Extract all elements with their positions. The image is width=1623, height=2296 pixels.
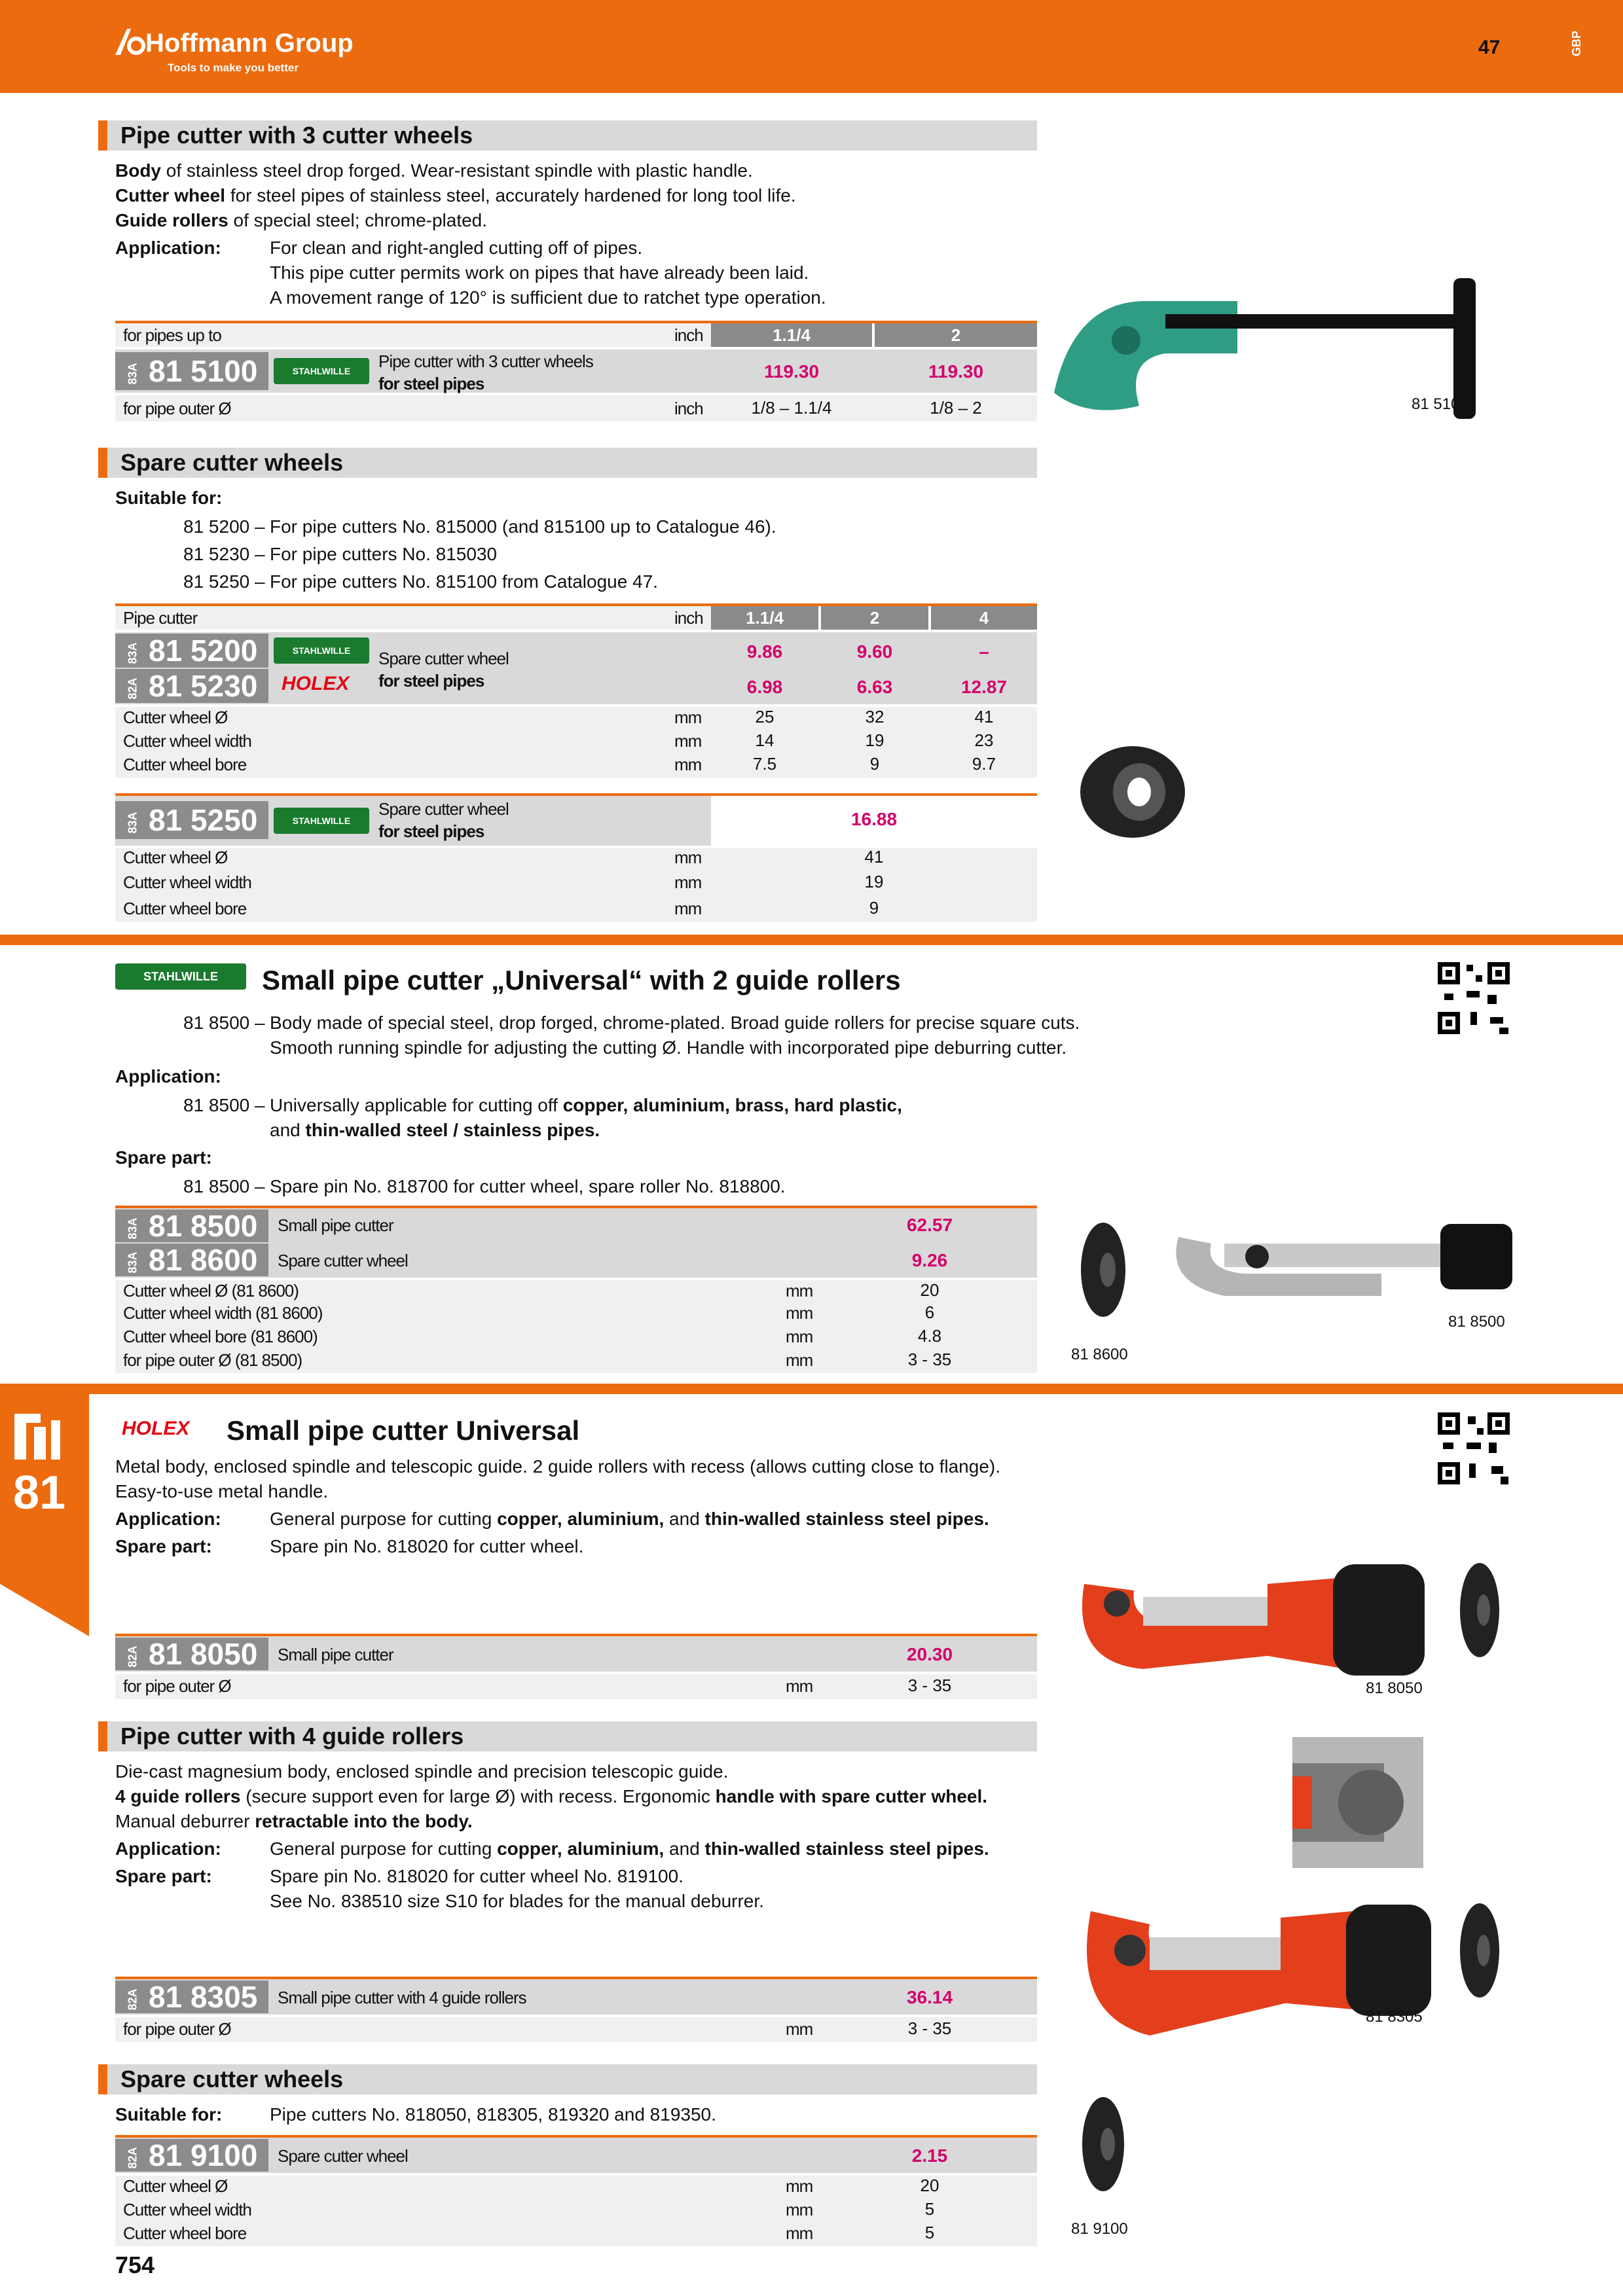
product-desc: Pipe cutter with 3 cutter wheels bbox=[378, 351, 593, 371]
row-label: for pipe outer Ø bbox=[123, 2019, 231, 2039]
row-unit: mm bbox=[674, 731, 702, 751]
table-cell: 41 bbox=[974, 707, 994, 726]
application-line: Universally applicable for cutting off copper, aluminium, brass, hard plastic, bbox=[270, 1095, 902, 1115]
row-label: Cutter wheel Ø bbox=[123, 848, 228, 867]
cutter-wheel-image bbox=[1074, 733, 1192, 851]
stahlwille-logo: STAHLWILLE bbox=[274, 808, 369, 834]
col-header: 2 bbox=[875, 323, 1037, 347]
image-label: 81 8500 bbox=[1448, 1313, 1505, 1331]
spare-part-line: Spare pin No. 818700 for cutter wheel, spare roller No. 818800. bbox=[270, 1176, 786, 1196]
table-cell: 20 bbox=[920, 2176, 939, 2195]
section-title: Pipe cutter with 4 guide rollers bbox=[98, 1721, 1037, 1751]
row-label: Cutter wheel width (81 8600) bbox=[123, 1303, 323, 1323]
row-unit: mm bbox=[786, 2176, 813, 2196]
application-label: Application: bbox=[115, 238, 221, 258]
price: 20.30 bbox=[906, 1644, 953, 1664]
desc-line: Easy-to-use metal handle. bbox=[115, 1481, 329, 1501]
table-row bbox=[115, 606, 711, 630]
price: – bbox=[979, 641, 989, 662]
row-unit: mm bbox=[786, 1350, 813, 1370]
price: 9.60 bbox=[856, 641, 893, 662]
table-cell: 32 bbox=[865, 707, 884, 726]
stahlwille-logo: STAHLWILLE bbox=[274, 637, 369, 664]
row-label: Cutter wheel Ø bbox=[123, 708, 228, 727]
application-line: For clean and right-angled cutting off of pipes. bbox=[270, 238, 643, 258]
article-number: 83A 81 8500 bbox=[115, 1210, 268, 1242]
row-label: for pipe outer Ø bbox=[123, 399, 231, 418]
pipe-cutter-image bbox=[1048, 275, 1545, 425]
article-number: 82A 81 8305 bbox=[115, 1981, 268, 2013]
section-title: Small pipe cutter „Universal“ with 2 guide rollers bbox=[262, 965, 901, 996]
article-number: 83A 81 5250 bbox=[115, 801, 268, 839]
desc-item-no: 81 8500 – bbox=[183, 1176, 265, 1196]
row-label: Cutter wheel bore bbox=[123, 755, 247, 774]
section-divider bbox=[0, 935, 1623, 945]
table-cell: 9 bbox=[869, 754, 880, 774]
product-desc: Small pipe cutter with 4 guide rollers bbox=[278, 1988, 526, 2007]
row-label: Cutter wheel width bbox=[123, 2200, 251, 2219]
spare-part-label: Spare part: bbox=[115, 1866, 212, 1886]
row-unit: mm bbox=[674, 899, 702, 918]
section-title: Small pipe cutter Universal bbox=[227, 1415, 580, 1446]
application-label: Application: bbox=[115, 1839, 221, 1859]
table-cell: 20 bbox=[920, 1280, 939, 1300]
table-cell: 6 bbox=[924, 1302, 935, 1322]
desc-line: Die-cast magnesium body, enclosed spindle and precision telescopic guide. bbox=[115, 1761, 729, 1782]
holex-logo: HOLEX bbox=[122, 1418, 190, 1439]
cutter-wheel-image bbox=[1074, 2092, 1133, 2197]
product-desc: Small pipe cutter bbox=[278, 1215, 393, 1235]
suitable-item: For pipe cutters No. 815000 (and 815100 up to Catalogue 46). bbox=[270, 516, 776, 537]
table-cell: 19 bbox=[864, 872, 884, 891]
suitable-item: Pipe cutters No. 818050, 818305, 819320 and 819350. bbox=[270, 2104, 716, 2125]
table-cell: 9.7 bbox=[972, 754, 996, 774]
price: 6.63 bbox=[856, 677, 893, 697]
desc-line: Smooth running spindle for adjusting the cutting Ø. Handle with incorporated pipe deburring cutter. bbox=[270, 1037, 1067, 1058]
row-label: Cutter wheel Ø (81 8600) bbox=[123, 1281, 299, 1300]
table-cell: 23 bbox=[974, 730, 994, 750]
product-desc-bold: for steel pipes bbox=[378, 821, 484, 841]
spare-part-line: See No. 838510 size S10 for blades for the manual deburrer. bbox=[270, 1891, 764, 1911]
row-unit: inch bbox=[674, 325, 703, 345]
row-unit: inch bbox=[674, 399, 703, 418]
col-header: 4 bbox=[931, 606, 1037, 630]
application-label: Application: bbox=[115, 1509, 221, 1529]
suitable-item-no: 81 5230 – bbox=[183, 544, 265, 564]
table-cell: 41 bbox=[864, 847, 884, 867]
image-label: 81 5100 bbox=[1412, 395, 1468, 413]
price: 119.30 bbox=[928, 361, 984, 382]
section-divider bbox=[0, 1384, 1623, 1394]
table-cell: 1/8 – 2 bbox=[930, 398, 982, 418]
table-cell: 5 bbox=[924, 2223, 935, 2242]
row-unit: inch bbox=[674, 608, 703, 628]
stahlwille-logo: STAHLWILLE bbox=[115, 963, 246, 990]
section-title: Spare cutter wheels bbox=[98, 448, 1037, 478]
row-label: Cutter wheel width bbox=[123, 731, 251, 751]
table-cell: 3 - 35 bbox=[907, 1676, 952, 1695]
row-unit: mm bbox=[674, 848, 702, 867]
row-unit: mm bbox=[786, 1327, 813, 1346]
row-unit: mm bbox=[674, 708, 702, 727]
row-unit: mm bbox=[786, 1303, 813, 1323]
col-header: 2 bbox=[821, 606, 928, 630]
row-label: Cutter wheel bore bbox=[123, 899, 247, 918]
row-unit: mm bbox=[786, 2019, 813, 2039]
row-unit: mm bbox=[674, 872, 702, 892]
side-tab-number: 81 bbox=[13, 1467, 66, 1519]
section-title: Pipe cutter with 3 cutter wheels bbox=[98, 120, 1037, 151]
page-number: 754 bbox=[115, 2251, 155, 2278]
spare-part-label: Spare part: bbox=[115, 1536, 212, 1556]
table-cell: 3 - 35 bbox=[907, 2018, 952, 2038]
deburrer-detail-image bbox=[1292, 1737, 1423, 1868]
stahlwille-logo: STAHLWILLE bbox=[274, 358, 369, 384]
col-header: 1.1/4 bbox=[711, 323, 872, 347]
desc-line: Body made of special steel, drop forged, chrome-plated. Broad guide rollers for precise square cuts. bbox=[270, 1013, 1080, 1033]
application-label: Application: bbox=[115, 1066, 221, 1086]
cutter-wheel-image bbox=[1453, 1558, 1506, 1662]
qr-code-icon bbox=[1438, 962, 1510, 1034]
row-unit: mm bbox=[786, 1281, 813, 1300]
table-cell: 14 bbox=[755, 730, 775, 750]
product-desc-bold: for steel pipes bbox=[378, 671, 484, 691]
cutter-wheel-image bbox=[1453, 1898, 1506, 2003]
application-line: and thin-walled steel / stainless pipes. bbox=[270, 1120, 600, 1140]
price: 6.98 bbox=[746, 677, 783, 697]
article-number: 83A 81 5200 bbox=[115, 634, 268, 668]
row-label: Cutter wheel bore (81 8600) bbox=[123, 1327, 318, 1346]
desc-guide: Guide rollers of special steel; chrome-plated. bbox=[115, 210, 488, 230]
price: 36.14 bbox=[906, 1987, 953, 2007]
row-label: Pipe cutter bbox=[123, 608, 198, 628]
suitable-item-no: 81 5250 – bbox=[183, 571, 265, 592]
price: 9.26 bbox=[911, 1250, 948, 1270]
suitable-label: Suitable for: bbox=[115, 2104, 223, 2125]
desc-item-no: 81 8500 – bbox=[183, 1095, 265, 1115]
row-unit: mm bbox=[786, 2200, 813, 2219]
product-desc: Spare cutter wheel bbox=[378, 649, 509, 668]
table-cell: 25 bbox=[755, 707, 775, 726]
desc-body: Body of stainless steel drop forged. Wear-resistant spindle with plastic handle. bbox=[115, 160, 753, 181]
row-label: for pipes up to bbox=[123, 325, 221, 345]
qr-code-icon bbox=[1438, 1412, 1510, 1484]
price: 62.57 bbox=[906, 1215, 953, 1235]
image-label: 81 8600 bbox=[1071, 1346, 1128, 1363]
row-label: Cutter wheel Ø bbox=[123, 2176, 228, 2196]
product-desc: Spare cutter wheel bbox=[278, 2146, 408, 2166]
table-cell: 7.5 bbox=[752, 754, 777, 774]
brand-tagline: Tools to make you better bbox=[168, 62, 299, 74]
article-number: 83A 81 8600 bbox=[115, 1244, 268, 1276]
desc-line: Metal body, enclosed spindle and telescopic guide. 2 guide rollers with recess (allows cutting close to flange). bbox=[115, 1456, 1000, 1477]
row-unit: mm bbox=[674, 755, 702, 774]
row-label: for pipe outer Ø bbox=[123, 1676, 231, 1696]
price: 16.88 bbox=[850, 809, 898, 829]
row-unit: mm bbox=[786, 1676, 813, 1696]
table-cell: 4.8 bbox=[917, 1326, 942, 1346]
row-unit: mm bbox=[786, 2223, 813, 2243]
row-label: for pipe outer Ø (81 8500) bbox=[123, 1350, 302, 1370]
table-cell: 5 bbox=[924, 2199, 935, 2219]
currency-label: GBP bbox=[1570, 30, 1583, 56]
spare-part-label: Spare part: bbox=[115, 1147, 212, 1168]
table-cell: 9 bbox=[869, 898, 879, 918]
col-header: 1.1/4 bbox=[711, 606, 818, 630]
hoffmann-logo-icon bbox=[113, 26, 145, 56]
section-title: Spare cutter wheels bbox=[98, 2064, 1037, 2094]
table-cell: 1/8 – 1.1/4 bbox=[751, 398, 832, 418]
suitable-item: For pipe cutters No. 815030 bbox=[270, 544, 498, 564]
desc-item-no: 81 8500 – bbox=[183, 1013, 265, 1033]
price: 9.86 bbox=[746, 641, 783, 662]
article-number: 82A 81 9100 bbox=[115, 2139, 268, 2172]
price: 12.87 bbox=[960, 677, 1008, 697]
holex-logo: HOLEX bbox=[282, 673, 350, 694]
product-desc: Spare cutter wheel bbox=[278, 1251, 408, 1270]
desc-line: Manual deburrer retractable into the body. bbox=[115, 1811, 473, 1831]
pipe-cutter-image bbox=[1071, 1558, 1438, 1682]
cutter-wheel-image bbox=[1074, 1217, 1133, 1322]
suitable-item: For pipe cutters No. 815100 from Catalogue 47. bbox=[270, 571, 659, 592]
table-cell: 19 bbox=[865, 730, 884, 750]
product-desc: Small pipe cutter bbox=[278, 1645, 393, 1664]
table-cell: 3 - 35 bbox=[907, 1350, 952, 1369]
application-line: This pipe cutter permits work on pipes that have already been laid. bbox=[270, 262, 809, 283]
price: 119.30 bbox=[763, 361, 820, 382]
suitable-item-no: 81 5200 – bbox=[183, 516, 265, 537]
application-line: A movement range of 120° is sufficient due to ratchet type operation. bbox=[270, 287, 826, 308]
article-number: 82A 81 5230 bbox=[115, 669, 268, 703]
product-desc-bold: for steel pipes bbox=[378, 374, 484, 393]
image-label: 81 8305 bbox=[1366, 2008, 1423, 2026]
image-label: 81 9100 bbox=[1071, 2220, 1128, 2238]
row-label: Cutter wheel width bbox=[123, 872, 251, 892]
pipe-cutter-image bbox=[1071, 1885, 1438, 2055]
row-label: Cutter wheel bore bbox=[123, 2223, 247, 2243]
image-label: 81 8050 bbox=[1366, 1679, 1423, 1697]
brand-name: Hoffmann Group bbox=[145, 29, 354, 58]
spare-part-line: Spare pin No. 818020 for cutter wheel No. 819100. bbox=[270, 1866, 684, 1886]
price: 2.15 bbox=[911, 2145, 948, 2166]
desc-cutter: Cutter wheel for steel pipes of stainless steel, accurately hardened for long tool life. bbox=[115, 185, 796, 206]
product-desc: Spare cutter wheel bbox=[378, 799, 509, 819]
desc-line: 4 guide rollers (secure support even for large Ø) with recess. Ergonomic handle with spare cutter wheel. bbox=[115, 1786, 988, 1806]
pipe-cutter-image bbox=[1165, 1211, 1519, 1309]
application-line: General purpose for cutting copper, aluminium, and thin-walled stainless steel pipes. bbox=[270, 1509, 989, 1529]
suitable-label: Suitable for: bbox=[115, 488, 223, 508]
article-number: 83A 81 5100 bbox=[115, 352, 268, 390]
spare-part-line: Spare pin No. 818020 for cutter wheel. bbox=[270, 1536, 584, 1556]
header-page-ref: 47 bbox=[1478, 37, 1501, 58]
application-line: General purpose for cutting copper, aluminium, and thin-walled stainless steel pipes. bbox=[270, 1839, 989, 1859]
article-number: 82A 81 8050 bbox=[115, 1638, 268, 1670]
